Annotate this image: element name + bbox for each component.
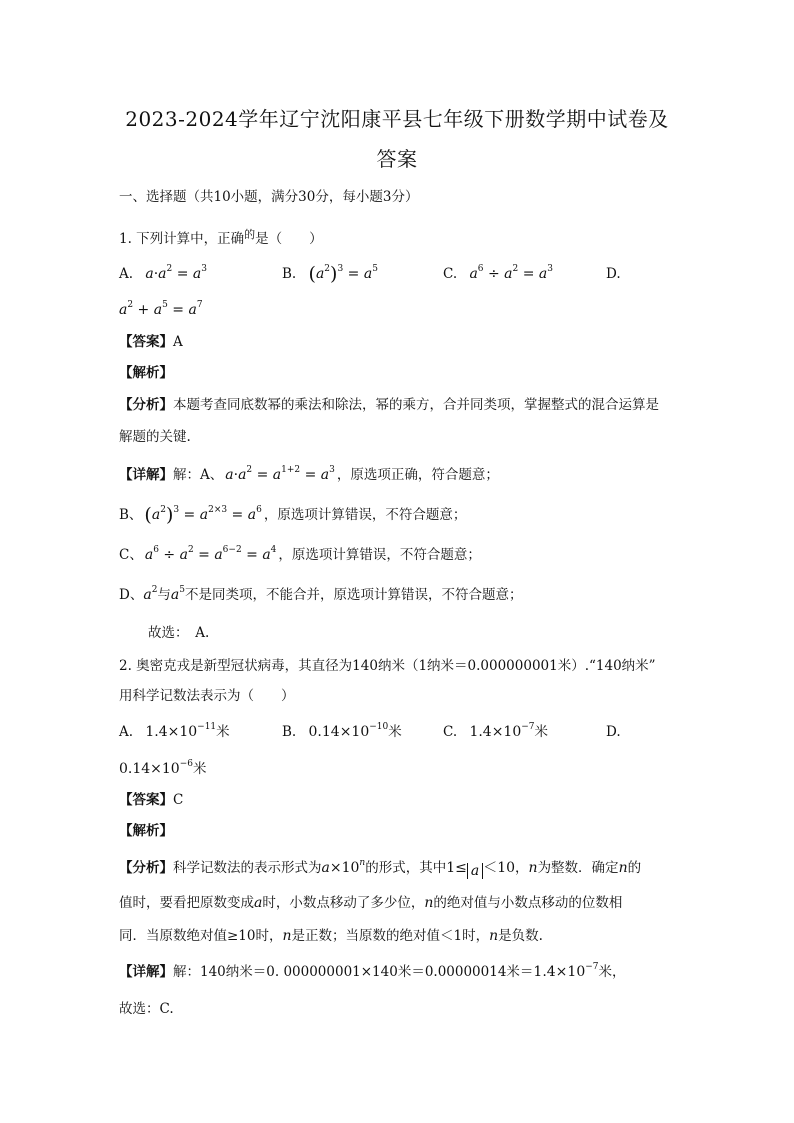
q1-detail-d [119, 585, 523, 605]
q1-detail-b-suffix: ，原选项计算错误，不符合题意； [263, 507, 467, 523]
q1-option-a-formula: $a\cdot a^2 = a^3$ [145, 264, 207, 282]
q2-fenxi-line2 [119, 893, 622, 913]
q2-fenxi-line3 [119, 926, 543, 946]
q1-stem-a: 1. 下列计算中，正确 [119, 231, 245, 247]
q1-fenxi-text2: 解题的关键. [119, 429, 191, 445]
q1-fenxi-text1: 本题考查同底数幂的乘法和除法，幂的乘方，合并同类项，掌握整式的混合运算是 [173, 397, 659, 413]
section-heading: 一、选择题（共10小题，满分30分，每小题3分） [119, 189, 419, 205]
q2-option-c-label: C. [443, 724, 458, 740]
q1-detail-d-prefix: D、 [119, 587, 144, 603]
q2-option-b [282, 722, 402, 742]
q2-option-b-label: B. [282, 724, 297, 740]
q2-detail-formula: $1.4\times 10^{-7}$ [533, 962, 599, 980]
q2-option-c-formula: $1.4\times 10^{-7}$ [469, 722, 535, 740]
q2-fenxi-t1: 科学记数法的表示形式为 [173, 860, 322, 876]
q2-option-a-label: A. [119, 724, 134, 740]
q1-fenxi [119, 395, 659, 415]
q2-option-a-formula: $1.4\times 10^{-11}$ [145, 722, 217, 740]
q1-analysis-label: 【解析】 [119, 365, 173, 381]
q2-fenxi3-t3: 是负数. [498, 928, 543, 944]
q2-fenxi-line1: 【分析】科学记数法的表示形式为$a\times 10^n$的形式，其中1≤ a ＜10，n为整数．确定n的 [119, 858, 642, 879]
q2-fenxi2-a: a [254, 895, 263, 911]
q2-fenxi2-n: n [424, 895, 434, 911]
q2-option-d [119, 759, 207, 779]
q2-fenxi-label: 【分析】 [119, 860, 173, 876]
q2-answer-value: C [173, 792, 184, 808]
q1-fenxi-label: 【分析】 [119, 397, 173, 413]
q2-detail-unit: 米， [598, 964, 626, 980]
q1-detail-c-prefix: C、 [119, 547, 143, 563]
q2-fenxi-n1: n [528, 860, 538, 876]
q1-option-c-formula: $a^6 \div a^2 = a^3$ [469, 264, 553, 282]
q2-fenxi-range: 1≤ a ＜10 [446, 860, 516, 879]
q2-detail-label: 【详解】 [119, 964, 173, 980]
q2-option-d-formula: $0.14\times 10^{-6}$ [119, 759, 193, 777]
q2-option-d-unit: 米 [193, 761, 207, 777]
q1-detail-d-formula2: $a^5$ [170, 585, 186, 603]
q1-detail-c-suffix: ，原选项计算错误，不符合题意； [278, 547, 481, 563]
q1-detail-a-suffix: ，原选项正确，符合题意； [336, 467, 499, 483]
q2-stem-line1: 2. 奥密克戎是新型冠状病毒，其直径为140纳米（1纳米＝0.000000001米）.“140纳米” [119, 658, 656, 674]
q2-fenxi-t3: 为整数．确定 [537, 860, 619, 876]
q2-detail-text: 解：140纳米＝0. 000000001×140米＝0.00000014米＝ [173, 964, 534, 980]
document-title-line1: 2023-2024学年辽宁沈阳康平县七年级下册数学期中试卷及 [125, 107, 669, 131]
q2-analysis-label: 【解析】 [119, 823, 173, 839]
q2-option-c-unit: 米 [534, 724, 549, 740]
q2-fenxi3-n1: n [282, 928, 292, 944]
q1-option-c-label: C. [443, 266, 458, 282]
q1-option-c [443, 264, 553, 284]
q1-stem-b: 是（ ） [255, 231, 323, 247]
document-title-line2: 答案 [376, 147, 418, 171]
q1-option-d-label: D. [606, 266, 621, 282]
q1-detail-a-prefix: 解：A、 [173, 467, 224, 483]
q2-answer-label: 【答案】 [119, 792, 173, 808]
q2-option-d-label: D. [606, 724, 621, 740]
q1-option-a-label: A. [119, 266, 134, 282]
q1-stem-de: 的 [244, 228, 256, 241]
q1-detail-a [119, 465, 499, 485]
q1-answer-value: A [173, 334, 183, 350]
q2-option-b-unit: 米 [388, 724, 402, 740]
q2-fenxi3-n2: n [489, 928, 499, 944]
q2-fenxi2-t3: 的绝对值与小数点移动的位数相 [433, 895, 623, 911]
q2-option-a [119, 722, 230, 742]
q2-fenxi3-t1: 同．当原数绝对值≥10时， [119, 928, 283, 944]
q2-fenxi-n2: n [618, 860, 628, 876]
q1-detail-b-formula: $(a^2)^3 = a^{2\times 3} = a^6$ [144, 504, 262, 526]
q2-option-a-unit: 米 [216, 724, 230, 740]
q2-fenxi3-t2: 是正数；当原数的绝对值＜1时， [291, 928, 490, 944]
q2-fenxi2-t2: 时，小数点移动了多少位， [262, 895, 425, 911]
q2-fenxi2-t1: 值时，要看把原数变成 [119, 895, 254, 911]
q1-stem [119, 225, 323, 249]
q1-detail-d-suffix: 不是同类项，不能合并，原选项计算错误，不符合题意； [185, 587, 523, 603]
q1-option-b [282, 264, 378, 284]
q2-fenxi-formula: $a\times 10^n$ [321, 858, 366, 876]
q1-option-a [119, 264, 207, 284]
q1-detail-b [119, 505, 466, 525]
q2-option-c [443, 722, 548, 742]
q2-fenxi-t2: 的形式，其中 [365, 860, 447, 876]
q1-conclusion: 故选： A. [148, 625, 210, 641]
q2-answer [119, 790, 183, 810]
q1-answer [119, 332, 183, 352]
q1-answer-label: 【答案】 [119, 334, 173, 350]
q1-detail-c-formula: $a^6 \div a^2 = a^{6-2} = a^4$ [144, 545, 277, 563]
q1-detail-d-mid: 与 [157, 587, 171, 603]
q1-detail-c [119, 545, 481, 565]
q2-conclusion: 故选：C. [119, 1001, 174, 1017]
q2-stem-line2: 用科学记数法表示为（ ） [119, 688, 295, 704]
q1-option-b-label: B. [282, 266, 297, 282]
q1-detail-b-prefix: B、 [119, 507, 143, 523]
q2-option-b-formula: $0.14\times 10^{-10}$ [308, 722, 389, 740]
q1-detail-label: 【详解】 [119, 467, 173, 483]
q1-detail-d-formula1: $a^2$ [143, 585, 158, 603]
q1-detail-a-formula: $a\cdot a^2 = a^{1+2} = a^3$ [225, 465, 335, 483]
q2-detail [119, 962, 626, 982]
q1-option-d [119, 300, 203, 320]
q1-option-d-formula: $a^2 + a^5 = a^7$ [119, 300, 203, 318]
q1-option-b-formula: $(a^2)^3 = a^5$ [308, 263, 378, 285]
q2-fenxi-t4: 的 [627, 860, 642, 876]
